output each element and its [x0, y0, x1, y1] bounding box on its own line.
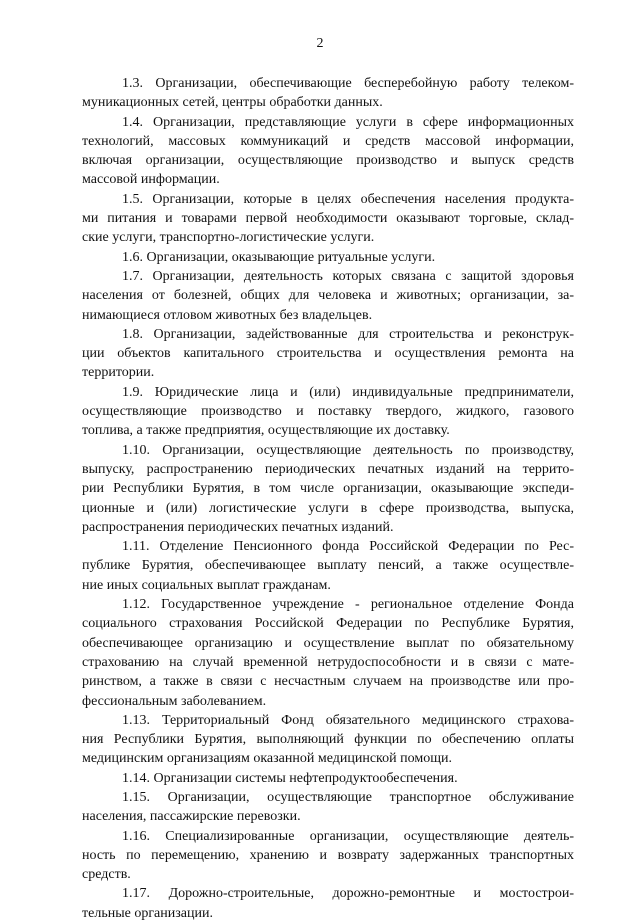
- paragraph-line: страхованию на случай временной нетрудоспособности и в связи с мате-: [82, 654, 574, 670]
- paragraph-item-1-12: [82, 595, 574, 711]
- paragraph-line: ционные и (или) логистические услуги в сфере производства, выпуска,: [82, 500, 574, 516]
- document-body: [82, 74, 574, 923]
- paragraph-line: 1.11. Отделение Пенсионного фонда Российской Федерации по Рес-: [122, 539, 574, 555]
- paragraph-line: ния Республики Бурятия, выполняющий функции по обеспечению оплаты: [82, 732, 574, 748]
- paragraph-item-1-9: [82, 383, 574, 441]
- paragraph-line: 1.3. Организации, обеспечивающие бесперебойную работу телеком-: [122, 76, 574, 91]
- paragraph-line: ции объектов капитального строительства и осуществления ремонта на: [82, 346, 574, 362]
- paragraph-line: ность по перемещению, хранению и возврату задержанных транспортных: [82, 847, 574, 863]
- paragraph-line: 1.7. Организации, деятельность которых связана с защитой здоровья: [122, 268, 574, 284]
- paragraph-item-1-11: [82, 537, 574, 595]
- paragraph-line: медицинским организациям оказанной медицинской помощи.: [82, 751, 452, 767]
- paragraph-line: 1.14. Организации системы нефтепродуктообеспечения.: [122, 770, 458, 786]
- paragraph-line: территории.: [82, 365, 155, 381]
- paragraph-line: ринством, а также в связи с несчастным случаем на производстве или про-: [82, 674, 574, 690]
- paragraph-line: 1.16. Специализированные организации, осуществляющие деятель-: [122, 828, 574, 844]
- paragraph-item-1-14: [82, 769, 574, 788]
- paragraph-line: населения, пассажирские перевозки.: [82, 809, 301, 825]
- paragraph-line: социального страхования Российской Федерации по Республике Бурятия,: [82, 616, 574, 632]
- page-number: 2: [316, 36, 324, 51]
- paragraph-line: 1.4. Организации, представляющие услуги в сфере информационных: [122, 114, 574, 130]
- paragraph-line: распространения периодических печатных изданий.: [82, 519, 394, 535]
- paragraph-item-1-4: [82, 113, 574, 190]
- paragraph-line: выпуску, распространению периодических печатных изданий на террито-: [82, 461, 574, 477]
- paragraph-line: средств.: [82, 867, 131, 883]
- paragraph-line: обеспечивающее организацию и осуществление выплат по обязательному: [82, 635, 574, 651]
- paragraph-item-1-10: [82, 441, 574, 537]
- paragraph-item-1-17: [82, 884, 574, 923]
- paragraph-item-1-16: [82, 827, 574, 885]
- paragraph-line: массовой информации.: [82, 172, 220, 188]
- paragraph-line: муникационных сетей, центры обработки данных.: [82, 95, 383, 111]
- paragraph-line: технологий, массовых коммуникаций и средств массовой информации,: [82, 133, 574, 149]
- paragraph-line: 1.10. Организации, осуществляющие деятельность по производству,: [122, 442, 574, 458]
- paragraph-line: ние иных социальных выплат гражданам.: [82, 577, 331, 593]
- paragraph-line: 1.8. Организации, задействованные для строительства и реконструк-: [122, 326, 574, 342]
- paragraph-line: населения от болезней, общих для человека и животных; организации, за-: [82, 288, 574, 304]
- paragraph-line: 1.13. Территориальный Фонд обязательного медицинского страхова-: [122, 712, 574, 728]
- paragraph-line: нимающиеся отловом животных без владельцев.: [82, 307, 373, 323]
- paragraph-line: ские услуги, транспортно-логистические услуги.: [82, 230, 375, 246]
- paragraph-item-1-7: [82, 267, 574, 325]
- paragraph-line: публике Бурятия, обеспечивающее выплату пенсий, а также осуществле-: [82, 558, 574, 574]
- paragraph-line: 1.5. Организации, которые в целях обеспечения населения продукта-: [122, 191, 574, 207]
- paragraph-line: осуществляющие производство и поставку твердого, жидкого, газового: [82, 404, 574, 420]
- paragraph-line: 1.15. Организации, осуществляющие транспортное обслуживание: [122, 789, 574, 805]
- paragraph-line: 1.9. Юридические лица и (или) индивидуальные предприниматели,: [122, 384, 574, 400]
- paragraph-item-1-8: [82, 325, 574, 383]
- paragraph-line: 1.12. Государственное учреждение - региональное отделение Фонда: [122, 597, 574, 613]
- paragraph-item-1-3: [82, 74, 574, 113]
- paragraph-line: 1.17. Дорожно-строительные, дорожно-ремонтные и мостострои-: [122, 886, 574, 902]
- paragraph-line: рии Республики Бурятия, в том числе организации, оказывающие экспеди-: [82, 481, 574, 497]
- paragraph-line: топлива, а также предприятия, осуществляющие их доставку.: [82, 423, 450, 439]
- paragraph-item-1-5: [82, 190, 574, 248]
- paragraph-line: включая организации, осуществляющие производство и выпуск средств: [82, 153, 574, 169]
- paragraph-line: ми питания и товарами первой необходимости оказывают торговые, склад-: [82, 211, 574, 227]
- paragraph-line: 1.6. Организации, оказывающие ритуальные услуги.: [122, 249, 436, 265]
- paragraph-line: тельные организации.: [82, 905, 213, 921]
- paragraph-item-1-13: [82, 711, 574, 769]
- paragraph-line: фессиональным заболеванием.: [82, 693, 267, 709]
- paragraph-item-1-6: [82, 248, 574, 267]
- paragraph-item-1-15: [82, 788, 574, 827]
